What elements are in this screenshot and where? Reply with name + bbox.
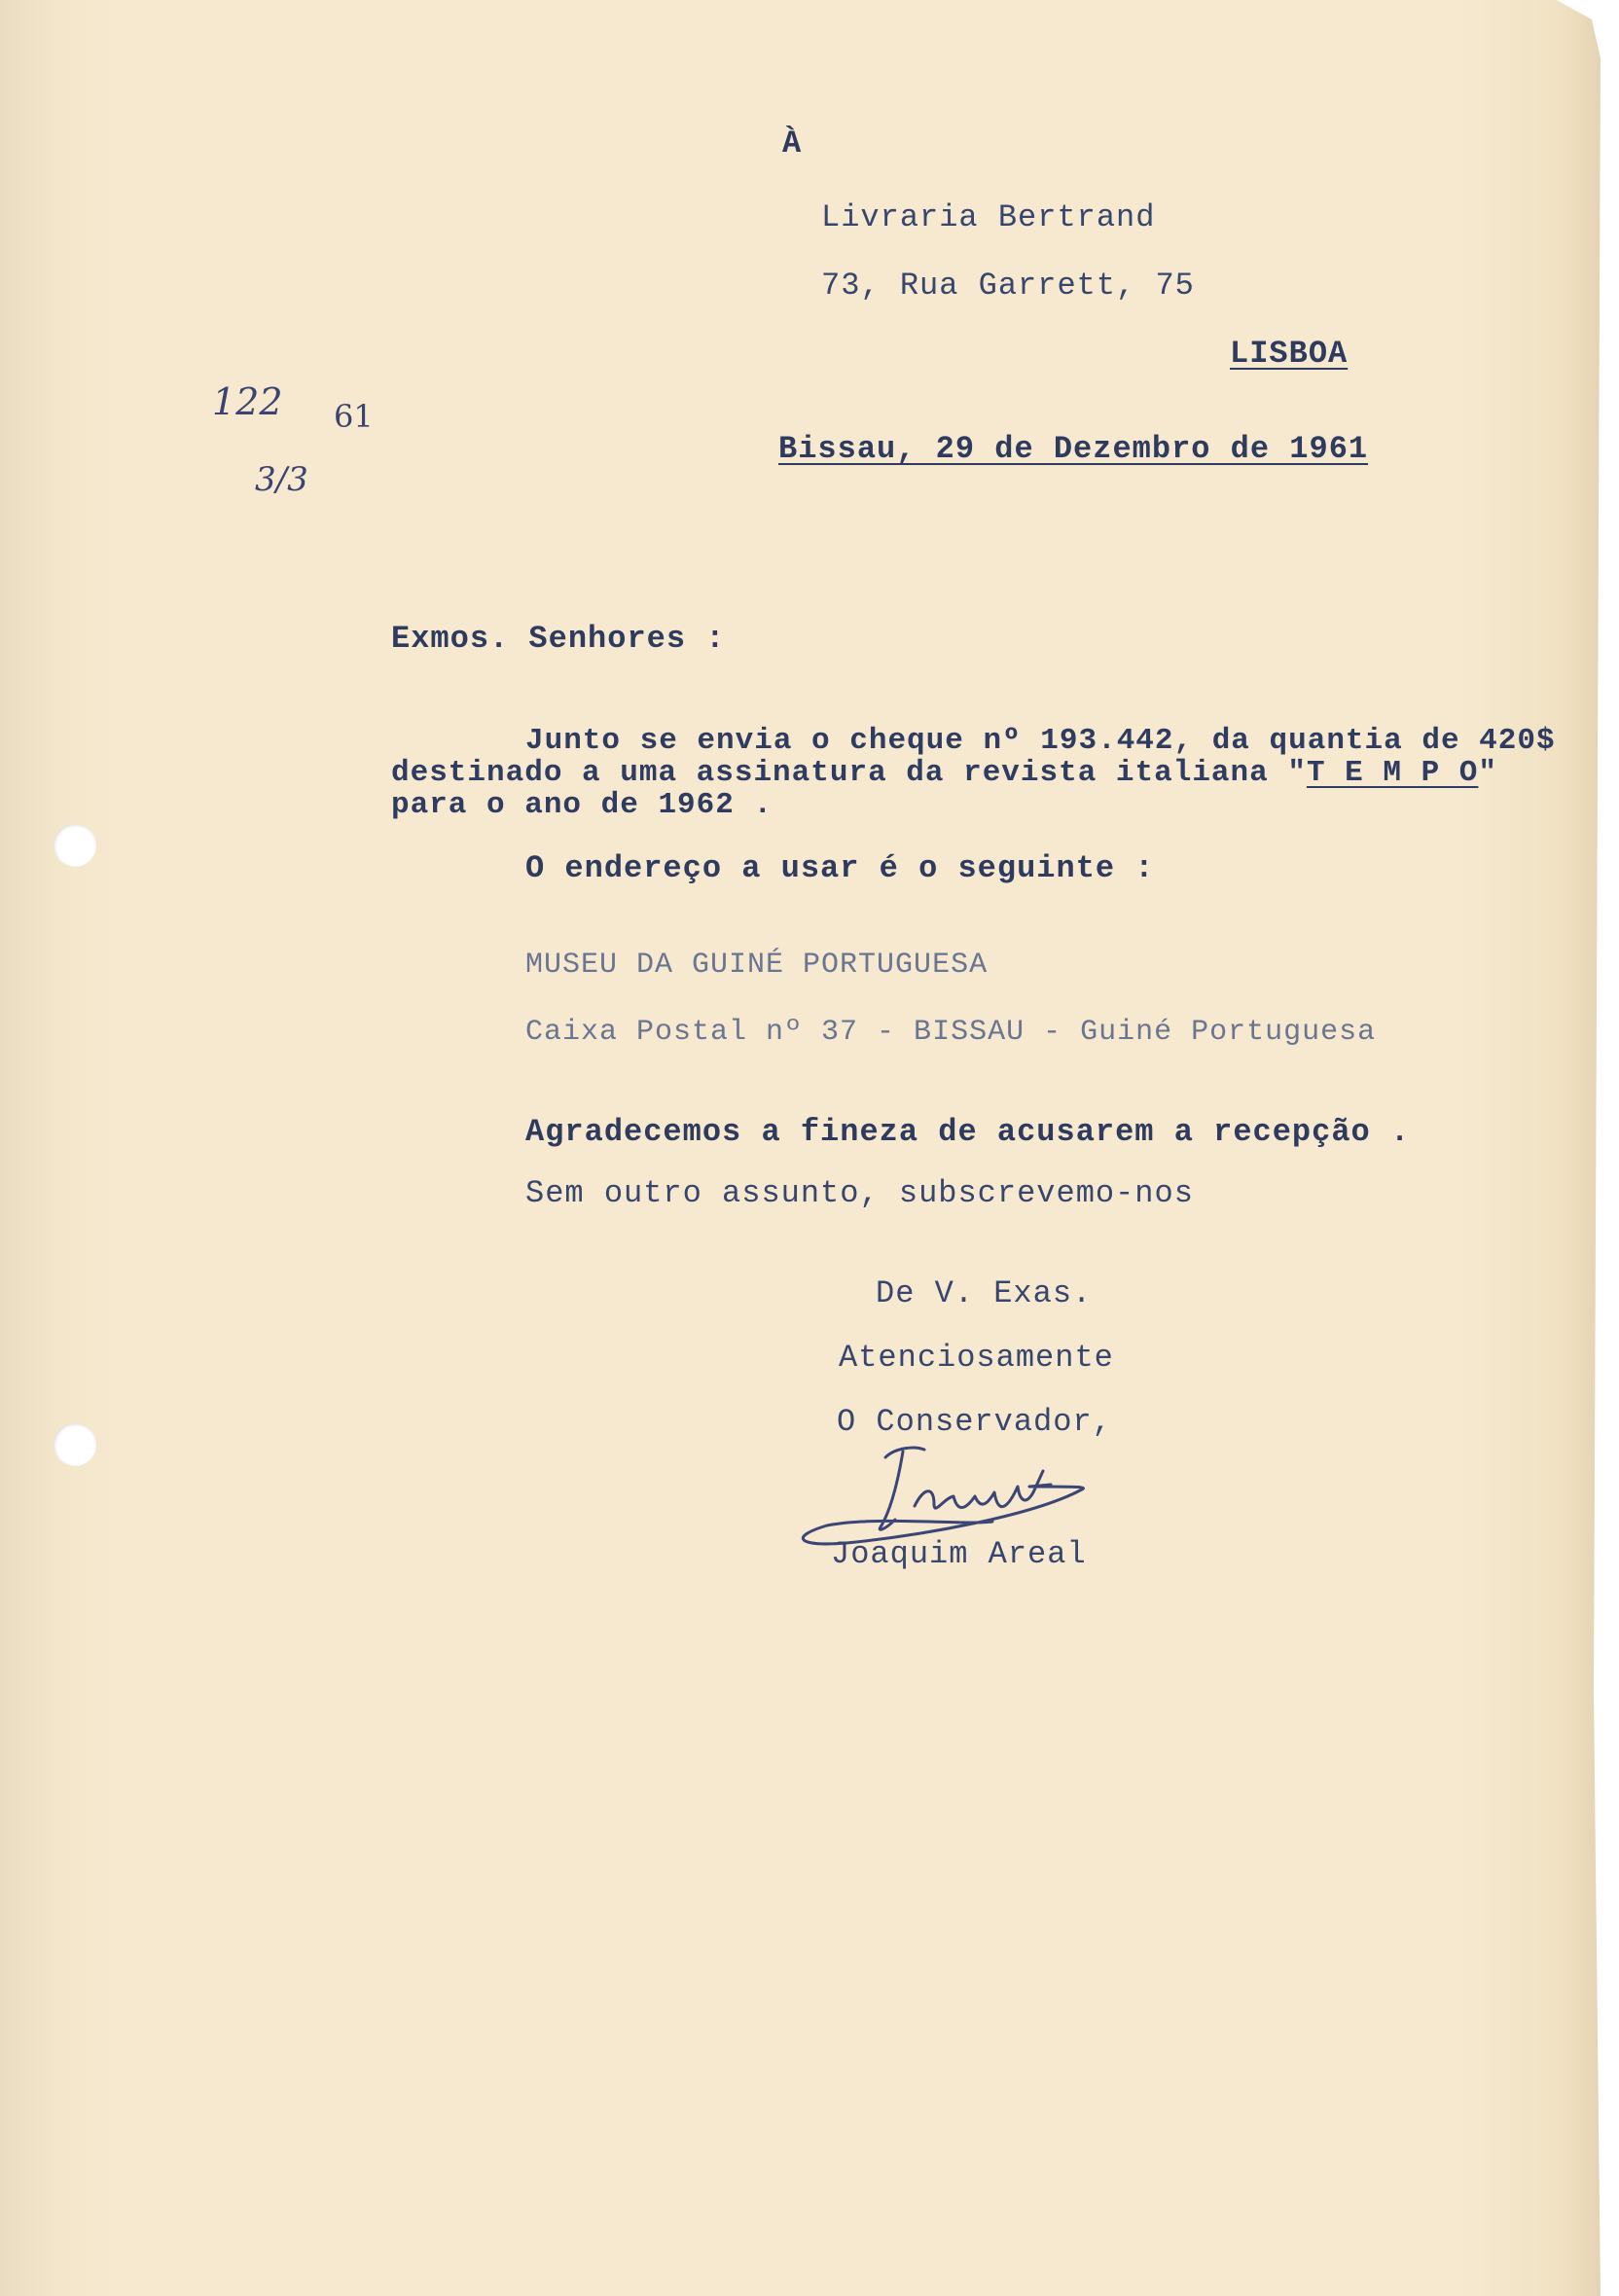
body-line-2-close: " bbox=[1478, 756, 1497, 790]
margin-note-fraction: 3/3 bbox=[255, 460, 308, 499]
recipient-prefix: À bbox=[782, 126, 803, 161]
paper-edge bbox=[1579, 0, 1601, 2296]
recipient-name: Livraria Bertrand bbox=[821, 199, 1156, 235]
body-line-2 bbox=[391, 756, 1497, 791]
punch-hole-upper bbox=[54, 824, 96, 867]
body-line-1: Junto se envia o cheque nº 193.442, da quantia de 420$ bbox=[525, 724, 1556, 758]
address-intro: O endereço a usar é o seguinte : bbox=[525, 850, 1155, 886]
thanks-line: Agradecemos a fineza de acusarem a recepção . bbox=[525, 1114, 1411, 1150]
punch-hole-lower bbox=[54, 1423, 96, 1466]
salutation: Exmos. Senhores : bbox=[391, 621, 726, 657]
recipient-city: LISBOA bbox=[1230, 336, 1349, 372]
body-line-2-text: destinado a uma assinatura da revista italiana " bbox=[391, 756, 1307, 790]
signature-line-3: O Conservador, bbox=[837, 1404, 1112, 1440]
margin-note-year: 61 bbox=[334, 398, 374, 435]
date-line: Bissau, 29 de Dezembro de 1961 bbox=[778, 431, 1369, 467]
closing-line: Sem outro assunto, subscrevemo-nos bbox=[525, 1175, 1194, 1211]
address-name: MUSEU DA GUINÉ PORTUGUESA bbox=[525, 949, 989, 982]
signature-line-2: Atenciosamente bbox=[839, 1340, 1114, 1376]
margin-note-number: 122 bbox=[212, 380, 283, 423]
recipient-address: 73, Rua Garrett, 75 bbox=[821, 268, 1195, 304]
body-line-3: para o ano de 1962 . bbox=[391, 788, 774, 822]
signatory-name: Joaquim Areal bbox=[831, 1536, 1087, 1572]
signature-line-1: De V. Exas. bbox=[876, 1275, 1093, 1311]
address-line: Caixa Postal nº 37 - BISSAU - Guiné Portuguesa bbox=[525, 1016, 1377, 1049]
magazine-title: T E M P O bbox=[1306, 756, 1479, 790]
